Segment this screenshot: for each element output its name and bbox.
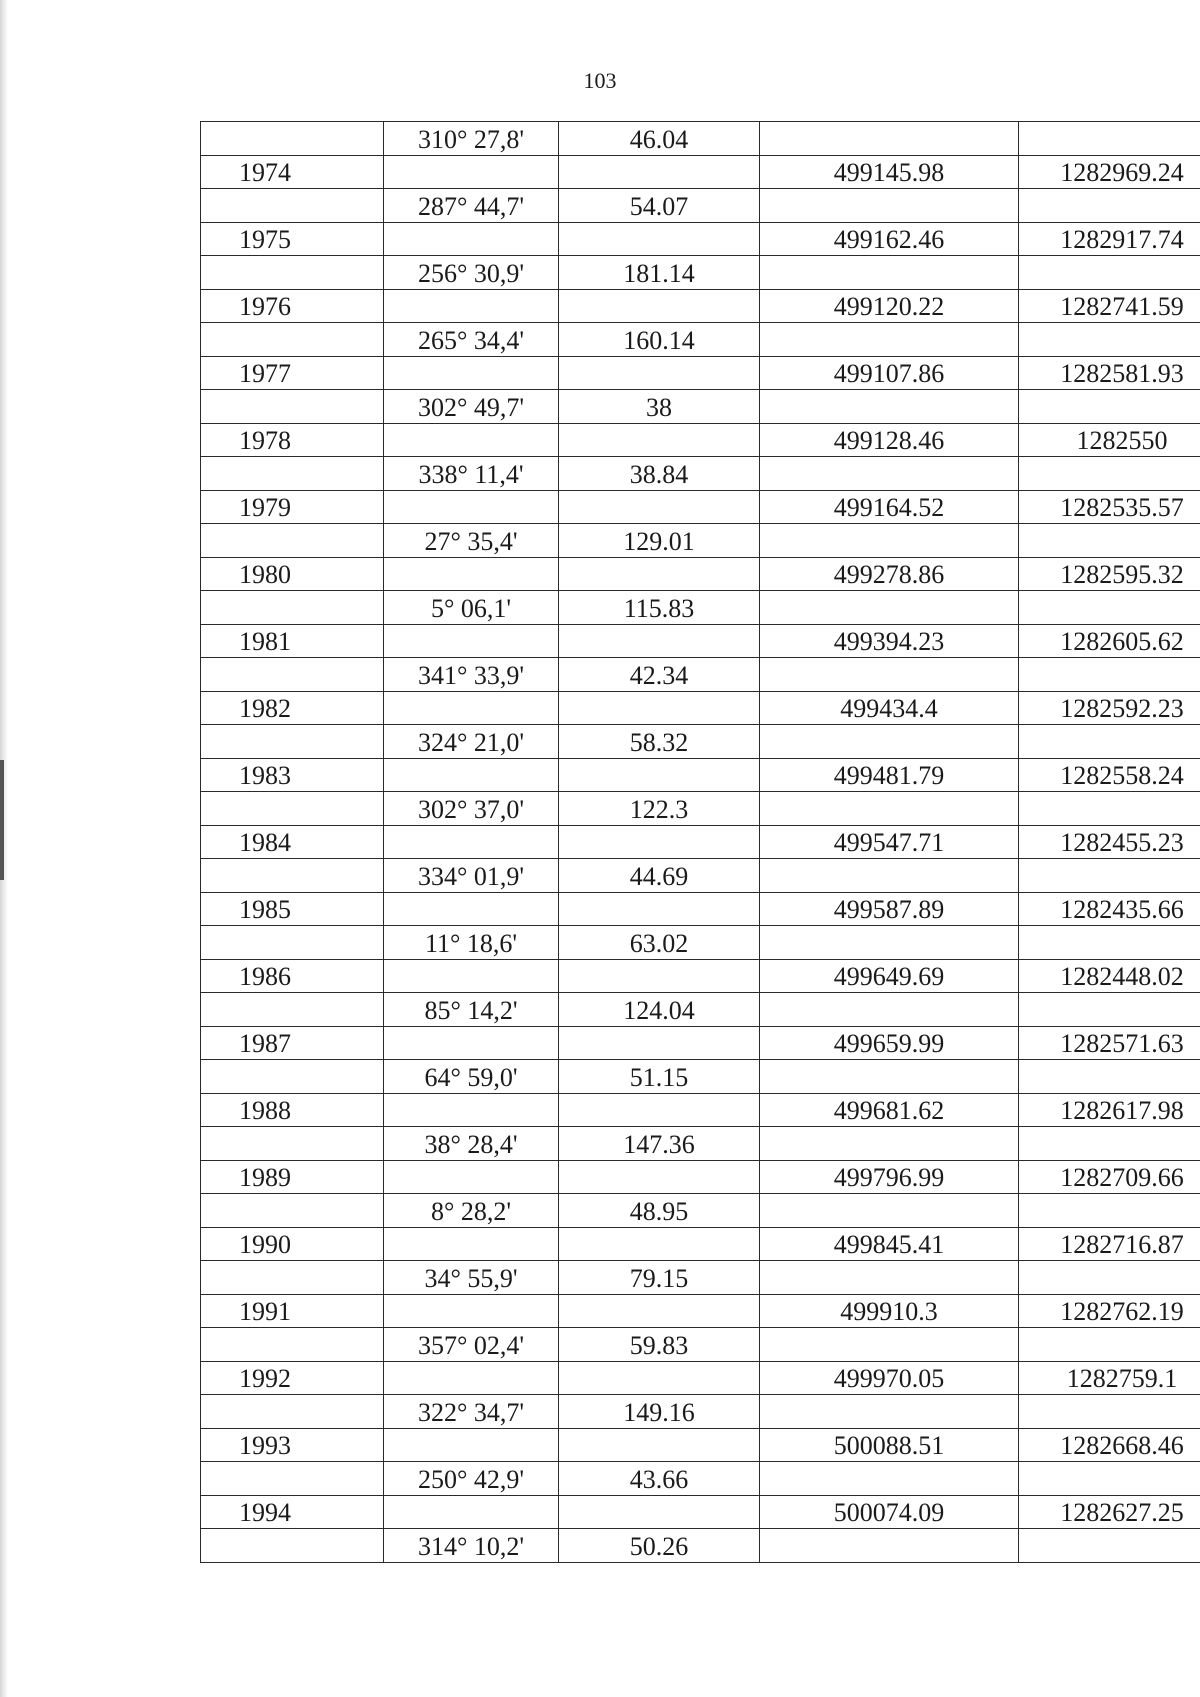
point-number-cell	[201, 457, 384, 491]
distance-cell	[559, 222, 760, 256]
leg-row	[201, 323, 1200, 357]
y-coordinate-cell: 1282558.24	[1019, 758, 1200, 792]
bearing-cell: 8° 28,2'	[384, 1194, 559, 1228]
distance-cell: 59.83	[559, 1328, 760, 1362]
bearing-cell	[384, 1026, 559, 1060]
coordinates-table-body	[201, 122, 1200, 1563]
bearing-cell: 27° 35,4'	[384, 524, 559, 558]
distance-cell: 50.26	[559, 1529, 760, 1563]
x-coordinate-cell	[760, 256, 1019, 290]
x-coordinate-cell	[760, 1395, 1019, 1429]
distance-cell: 124.04	[559, 993, 760, 1027]
x-coordinate-cell: 499162.46	[760, 222, 1019, 256]
y-coordinate-cell	[1019, 725, 1200, 759]
x-coordinate-cell	[760, 792, 1019, 826]
y-coordinate-cell: 1282581.93	[1019, 356, 1200, 390]
bearing-cell: 302° 37,0'	[384, 792, 559, 826]
y-coordinate-cell: 1282605.62	[1019, 624, 1200, 658]
y-coordinate-cell: 1282969.24	[1019, 155, 1200, 189]
y-coordinate-cell	[1019, 1529, 1200, 1563]
y-coordinate-cell	[1019, 926, 1200, 960]
point-number-cell	[201, 1529, 384, 1563]
distance-cell	[559, 1093, 760, 1127]
leg-row	[201, 591, 1200, 625]
point-number-cell: 1991	[201, 1294, 384, 1328]
leg-row	[201, 1395, 1200, 1429]
point-number-cell: 1987	[201, 1026, 384, 1060]
distance-cell	[559, 1160, 760, 1194]
bearing-cell	[384, 892, 559, 926]
x-coordinate-cell: 499910.3	[760, 1294, 1019, 1328]
bearing-cell: 64° 59,0'	[384, 1060, 559, 1094]
y-coordinate-cell	[1019, 1395, 1200, 1429]
leg-row	[201, 859, 1200, 893]
distance-cell	[559, 423, 760, 457]
distance-cell: 48.95	[559, 1194, 760, 1228]
leg-row	[201, 1127, 1200, 1161]
distance-cell	[559, 1294, 760, 1328]
y-coordinate-cell: 1282455.23	[1019, 825, 1200, 859]
bearing-cell	[384, 959, 559, 993]
y-coordinate-cell: 1282762.19	[1019, 1294, 1200, 1328]
bearing-cell	[384, 1294, 559, 1328]
leg-row	[201, 1529, 1200, 1563]
y-coordinate-cell	[1019, 323, 1200, 357]
bearing-cell	[384, 825, 559, 859]
y-coordinate-cell: 1282759.1	[1019, 1361, 1200, 1395]
point-number-cell	[201, 524, 384, 558]
y-coordinate-cell	[1019, 189, 1200, 223]
leg-row	[201, 993, 1200, 1027]
point-number-cell: 1980	[201, 557, 384, 591]
leg-row	[201, 1328, 1200, 1362]
point-row	[201, 1026, 1200, 1060]
distance-cell: 122.3	[559, 792, 760, 826]
distance-cell	[559, 557, 760, 591]
leg-row	[201, 390, 1200, 424]
point-number-cell	[201, 1194, 384, 1228]
bearing-cell	[384, 758, 559, 792]
point-number-cell: 1975	[201, 222, 384, 256]
x-coordinate-cell: 499796.99	[760, 1160, 1019, 1194]
bearing-cell: 287° 44,7'	[384, 189, 559, 223]
distance-cell: 38.84	[559, 457, 760, 491]
y-coordinate-cell	[1019, 1328, 1200, 1362]
y-coordinate-cell	[1019, 524, 1200, 558]
x-coordinate-cell: 499845.41	[760, 1227, 1019, 1261]
x-coordinate-cell: 499970.05	[760, 1361, 1019, 1395]
bearing-cell	[384, 1495, 559, 1529]
x-coordinate-cell	[760, 457, 1019, 491]
distance-cell	[559, 1428, 760, 1462]
x-coordinate-cell	[760, 1529, 1019, 1563]
y-coordinate-cell: 1282592.23	[1019, 691, 1200, 725]
y-coordinate-cell	[1019, 1060, 1200, 1094]
bearing-cell: 34° 55,9'	[384, 1261, 559, 1295]
distance-cell: 79.15	[559, 1261, 760, 1295]
y-coordinate-cell: 1282716.87	[1019, 1227, 1200, 1261]
point-number-cell	[201, 792, 384, 826]
y-coordinate-cell	[1019, 1261, 1200, 1295]
bearing-cell	[384, 1093, 559, 1127]
y-coordinate-cell	[1019, 658, 1200, 692]
y-coordinate-cell	[1019, 457, 1200, 491]
bearing-cell	[384, 1160, 559, 1194]
x-coordinate-cell	[760, 658, 1019, 692]
x-coordinate-cell: 499145.98	[760, 155, 1019, 189]
leg-row	[201, 1261, 1200, 1295]
x-coordinate-cell	[760, 189, 1019, 223]
x-coordinate-cell	[760, 926, 1019, 960]
distance-cell: 43.66	[559, 1462, 760, 1496]
distance-cell	[559, 356, 760, 390]
x-coordinate-cell: 499547.71	[760, 825, 1019, 859]
point-number-cell: 1974	[201, 155, 384, 189]
bearing-cell	[384, 1428, 559, 1462]
point-number-cell	[201, 859, 384, 893]
distance-cell: 63.02	[559, 926, 760, 960]
bearing-cell	[384, 356, 559, 390]
bearing-cell	[384, 490, 559, 524]
point-number-cell	[201, 1261, 384, 1295]
point-number-cell	[201, 1127, 384, 1161]
x-coordinate-cell: 499481.79	[760, 758, 1019, 792]
bearing-cell	[384, 624, 559, 658]
distance-cell	[559, 1495, 760, 1529]
point-number-cell: 1977	[201, 356, 384, 390]
x-coordinate-cell: 499681.62	[760, 1093, 1019, 1127]
distance-cell	[559, 691, 760, 725]
point-number-cell	[201, 323, 384, 357]
distance-cell	[559, 959, 760, 993]
x-coordinate-cell: 499120.22	[760, 289, 1019, 323]
point-number-cell: 1986	[201, 959, 384, 993]
y-coordinate-cell	[1019, 390, 1200, 424]
leg-row	[201, 1462, 1200, 1496]
x-coordinate-cell	[760, 1261, 1019, 1295]
distance-cell: 129.01	[559, 524, 760, 558]
point-number-cell	[201, 1395, 384, 1429]
x-coordinate-cell	[760, 1060, 1019, 1094]
bearing-cell: 250° 42,9'	[384, 1462, 559, 1496]
distance-cell	[559, 490, 760, 524]
x-coordinate-cell: 499659.99	[760, 1026, 1019, 1060]
distance-cell: 51.15	[559, 1060, 760, 1094]
distance-cell: 115.83	[559, 591, 760, 625]
x-coordinate-cell: 499434.4	[760, 691, 1019, 725]
bearing-cell	[384, 222, 559, 256]
bearing-cell	[384, 155, 559, 189]
point-row	[201, 1495, 1200, 1529]
distance-cell: 149.16	[559, 1395, 760, 1429]
distance-cell: 46.04	[559, 122, 760, 156]
x-coordinate-cell	[760, 859, 1019, 893]
bearing-cell	[384, 289, 559, 323]
x-coordinate-cell	[760, 524, 1019, 558]
x-coordinate-cell: 499128.46	[760, 423, 1019, 457]
distance-cell: 58.32	[559, 725, 760, 759]
point-row	[201, 1428, 1200, 1462]
point-row	[201, 490, 1200, 524]
y-coordinate-cell	[1019, 1462, 1200, 1496]
point-number-cell: 1992	[201, 1361, 384, 1395]
x-coordinate-cell: 499649.69	[760, 959, 1019, 993]
bearing-cell: 265° 34,4'	[384, 323, 559, 357]
y-coordinate-cell: 1282435.66	[1019, 892, 1200, 926]
point-number-cell	[201, 1328, 384, 1362]
point-row	[201, 959, 1200, 993]
point-row	[201, 691, 1200, 725]
distance-cell	[559, 155, 760, 189]
point-number-cell	[201, 658, 384, 692]
x-coordinate-cell	[760, 122, 1019, 156]
x-coordinate-cell	[760, 993, 1019, 1027]
point-number-cell: 1984	[201, 825, 384, 859]
leg-row	[201, 926, 1200, 960]
y-coordinate-cell	[1019, 993, 1200, 1027]
bearing-cell: 314° 10,2'	[384, 1529, 559, 1563]
y-coordinate-cell	[1019, 256, 1200, 290]
x-coordinate-cell	[760, 323, 1019, 357]
point-row	[201, 1227, 1200, 1261]
x-coordinate-cell	[760, 591, 1019, 625]
leg-row	[201, 792, 1200, 826]
leg-row	[201, 725, 1200, 759]
point-number-cell	[201, 189, 384, 223]
y-coordinate-cell: 1282741.59	[1019, 289, 1200, 323]
bearing-cell: 341° 33,9'	[384, 658, 559, 692]
point-row	[201, 624, 1200, 658]
coordinates-table	[200, 121, 1200, 1563]
point-number-cell	[201, 1060, 384, 1094]
x-coordinate-cell: 499587.89	[760, 892, 1019, 926]
point-number-cell: 1976	[201, 289, 384, 323]
y-coordinate-cell	[1019, 1194, 1200, 1228]
bearing-cell: 302° 49,7'	[384, 390, 559, 424]
x-coordinate-cell	[760, 1194, 1019, 1228]
distance-cell: 181.14	[559, 256, 760, 290]
bearing-cell: 38° 28,4'	[384, 1127, 559, 1161]
distance-cell: 160.14	[559, 323, 760, 357]
bearing-cell	[384, 1361, 559, 1395]
distance-cell	[559, 825, 760, 859]
leg-row	[201, 122, 1200, 156]
point-number-cell: 1990	[201, 1227, 384, 1261]
distance-cell: 54.07	[559, 189, 760, 223]
point-row	[201, 758, 1200, 792]
y-coordinate-cell: 1282668.46	[1019, 1428, 1200, 1462]
y-coordinate-cell: 1282448.02	[1019, 959, 1200, 993]
point-number-cell: 1982	[201, 691, 384, 725]
distance-cell: 44.69	[559, 859, 760, 893]
bearing-cell: 334° 01,9'	[384, 859, 559, 893]
point-row	[201, 155, 1200, 189]
x-coordinate-cell	[760, 390, 1019, 424]
point-row	[201, 1294, 1200, 1328]
point-number-cell: 1988	[201, 1093, 384, 1127]
y-coordinate-cell	[1019, 859, 1200, 893]
leg-row	[201, 189, 1200, 223]
point-number-cell: 1993	[201, 1428, 384, 1462]
y-coordinate-cell	[1019, 1127, 1200, 1161]
y-coordinate-cell: 1282571.63	[1019, 1026, 1200, 1060]
page-number: 103	[583, 68, 617, 93]
point-row	[201, 1361, 1200, 1395]
distance-cell	[559, 758, 760, 792]
point-number-cell: 1979	[201, 490, 384, 524]
x-coordinate-cell: 499107.86	[760, 356, 1019, 390]
point-number-cell	[201, 390, 384, 424]
point-number-cell: 1985	[201, 892, 384, 926]
x-coordinate-cell	[760, 1328, 1019, 1362]
bearing-cell: 5° 06,1'	[384, 591, 559, 625]
point-row	[201, 1160, 1200, 1194]
scan-edge-mark	[0, 760, 4, 880]
bearing-cell: 310° 27,8'	[384, 122, 559, 156]
y-coordinate-cell: 1282617.98	[1019, 1093, 1200, 1127]
point-row	[201, 825, 1200, 859]
point-row	[201, 356, 1200, 390]
point-number-cell: 1994	[201, 1495, 384, 1529]
leg-row	[201, 658, 1200, 692]
y-coordinate-cell: 1282709.66	[1019, 1160, 1200, 1194]
point-number-cell	[201, 993, 384, 1027]
x-coordinate-cell: 499394.23	[760, 624, 1019, 658]
leg-row	[201, 524, 1200, 558]
x-coordinate-cell: 500074.09	[760, 1495, 1019, 1529]
x-coordinate-cell: 500088.51	[760, 1428, 1019, 1462]
y-coordinate-cell: 1282917.74	[1019, 222, 1200, 256]
bearing-cell: 11° 18,6'	[384, 926, 559, 960]
point-number-cell	[201, 926, 384, 960]
distance-cell	[559, 289, 760, 323]
point-row	[201, 557, 1200, 591]
leg-row	[201, 1194, 1200, 1228]
distance-cell	[559, 624, 760, 658]
y-coordinate-cell	[1019, 122, 1200, 156]
bearing-cell	[384, 423, 559, 457]
point-number-cell	[201, 256, 384, 290]
point-number-cell: 1978	[201, 423, 384, 457]
y-coordinate-cell	[1019, 792, 1200, 826]
distance-cell: 38	[559, 390, 760, 424]
bearing-cell	[384, 557, 559, 591]
leg-row	[201, 1060, 1200, 1094]
distance-cell: 147.36	[559, 1127, 760, 1161]
distance-cell	[559, 1026, 760, 1060]
bearing-cell	[384, 691, 559, 725]
y-coordinate-cell	[1019, 591, 1200, 625]
distance-cell	[559, 1227, 760, 1261]
leg-row	[201, 256, 1200, 290]
point-number-cell: 1983	[201, 758, 384, 792]
bearing-cell: 338° 11,4'	[384, 457, 559, 491]
distance-cell	[559, 892, 760, 926]
y-coordinate-cell: 1282535.57	[1019, 490, 1200, 524]
bearing-cell: 256° 30,9'	[384, 256, 559, 290]
bearing-cell: 357° 02,4'	[384, 1328, 559, 1362]
x-coordinate-cell: 499278.86	[760, 557, 1019, 591]
point-number-cell: 1981	[201, 624, 384, 658]
point-row	[201, 1093, 1200, 1127]
x-coordinate-cell	[760, 1127, 1019, 1161]
y-coordinate-cell: 1282595.32	[1019, 557, 1200, 591]
bearing-cell: 85° 14,2'	[384, 993, 559, 1027]
point-number-cell: 1989	[201, 1160, 384, 1194]
bearing-cell: 324° 21,0'	[384, 725, 559, 759]
point-row	[201, 892, 1200, 926]
point-number-cell	[201, 122, 384, 156]
x-coordinate-cell	[760, 725, 1019, 759]
distance-cell	[559, 1361, 760, 1395]
x-coordinate-cell	[760, 1462, 1019, 1496]
y-coordinate-cell: 1282550	[1019, 423, 1200, 457]
point-number-cell	[201, 591, 384, 625]
leg-row	[201, 457, 1200, 491]
x-coordinate-cell: 499164.52	[760, 490, 1019, 524]
point-row	[201, 222, 1200, 256]
bearing-cell: 322° 34,7'	[384, 1395, 559, 1429]
bearing-cell	[384, 1227, 559, 1261]
point-number-cell	[201, 1462, 384, 1496]
distance-cell: 42.34	[559, 658, 760, 692]
point-row	[201, 289, 1200, 323]
point-row	[201, 423, 1200, 457]
point-number-cell	[201, 725, 384, 759]
y-coordinate-cell: 1282627.25	[1019, 1495, 1200, 1529]
